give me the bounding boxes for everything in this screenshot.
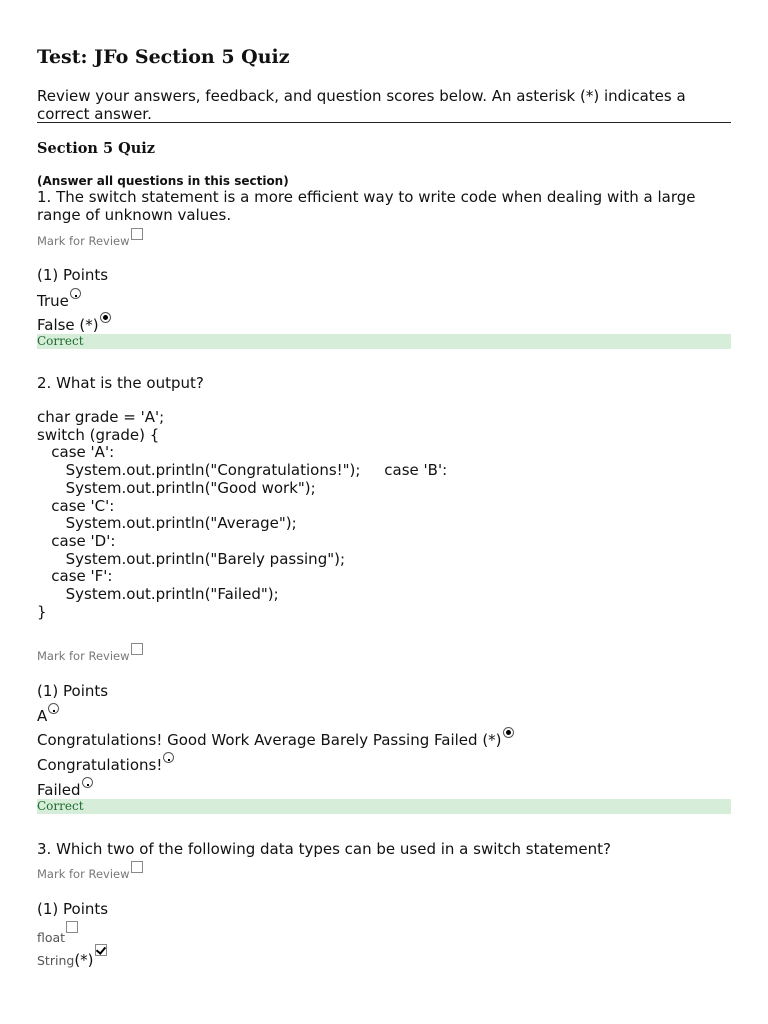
question-2-mark-for-review[interactable] bbox=[37, 649, 143, 663]
question-3-mark-for-review[interactable] bbox=[37, 867, 143, 881]
option-label: True bbox=[37, 292, 69, 310]
option-radio[interactable] bbox=[163, 752, 174, 763]
option-radio[interactable] bbox=[48, 703, 59, 714]
question-1-option-2[interactable] bbox=[37, 316, 111, 334]
question-3-option-2[interactable] bbox=[37, 950, 107, 969]
question-2-option-3[interactable] bbox=[37, 756, 174, 774]
option-label: False (*) bbox=[37, 316, 99, 334]
question-3-option-1[interactable] bbox=[37, 927, 78, 946]
mark-for-review-checkbox[interactable] bbox=[131, 861, 143, 873]
option-label: String bbox=[37, 953, 75, 968]
option-radio[interactable] bbox=[503, 727, 514, 738]
option-radio[interactable] bbox=[100, 312, 111, 323]
mark-for-review-checkbox[interactable] bbox=[131, 228, 143, 240]
option-radio[interactable] bbox=[70, 288, 81, 299]
option-label: Failed bbox=[37, 781, 81, 799]
option-label: Congratulations! Good Work Average Barely Passing Failed (*) bbox=[37, 731, 502, 749]
section-instructions: (Answer all questions in this section) bbox=[37, 174, 289, 188]
question-1-feedback: Correct bbox=[37, 334, 731, 349]
question-1-points: (1) Points bbox=[37, 266, 109, 284]
section-title: Section 5 Quiz bbox=[37, 140, 156, 157]
mark-for-review-label: Mark for Review bbox=[37, 649, 130, 663]
correct-marker: (*) bbox=[74, 951, 94, 969]
question-2-option-1[interactable] bbox=[37, 707, 59, 725]
mark-for-review-checkbox[interactable] bbox=[131, 643, 143, 655]
option-label: A bbox=[37, 707, 48, 725]
question-1-text: 1. The switch statement is a more efficient way to write code when dealing with a large range of unknown values. bbox=[37, 188, 696, 224]
intro-text: Review your answers, feedback, and question scores below. An asterisk (*) indicates a correct answer. bbox=[37, 87, 686, 123]
question-2-feedback: Correct bbox=[37, 799, 731, 814]
option-label: Congratulations! bbox=[37, 756, 163, 774]
question-1-option-1[interactable] bbox=[37, 292, 81, 310]
question-2-option-4[interactable] bbox=[37, 781, 93, 799]
mark-for-review-label: Mark for Review bbox=[37, 234, 130, 248]
question-2-text: 2. What is the output? bbox=[37, 374, 204, 392]
divider bbox=[37, 122, 731, 123]
question-2-option-2[interactable] bbox=[37, 731, 514, 749]
question-3-text: 3. Which two of the following data types can be used in a switch statement? bbox=[37, 840, 611, 858]
mark-for-review-label: Mark for Review bbox=[37, 867, 130, 881]
option-checkbox[interactable] bbox=[66, 921, 78, 933]
question-2-code: char grade = 'A'; switch (grade) { case 'A': System.out.println("Congratulations!"); case 'B': System.out.println("Good work"); case 'C': System.out.println("Average"); case 'D': System.out.println("Barely passing"); case 'F': System.out.println("Failed"); } bbox=[37, 408, 448, 621]
page-title: Test: JFo Section 5 Quiz bbox=[37, 46, 290, 68]
question-3-points: (1) Points bbox=[37, 900, 109, 918]
option-checkbox[interactable] bbox=[95, 944, 107, 956]
option-radio[interactable] bbox=[82, 777, 93, 788]
option-label: float bbox=[37, 930, 66, 945]
question-2-points: (1) Points bbox=[37, 682, 109, 700]
question-1-mark-for-review[interactable] bbox=[37, 234, 143, 248]
